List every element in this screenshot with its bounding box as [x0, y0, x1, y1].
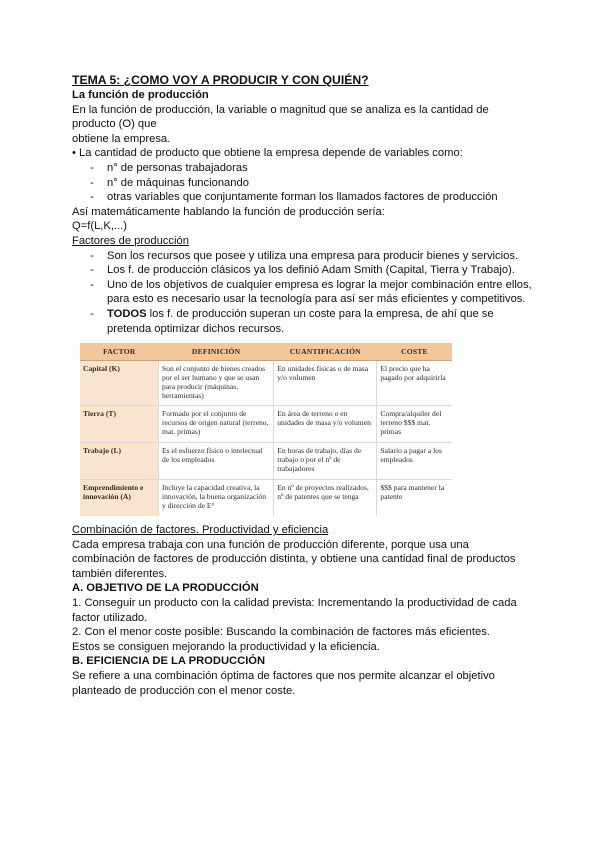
- table-cell: En nº de proyectos realizados, nº de patentes que se tenga: [274, 480, 377, 517]
- table-header-row: [80, 343, 452, 361]
- variables-list: [72, 161, 532, 205]
- factores-list: [72, 249, 532, 337]
- paragraph: En la función de producción, la variable o magnitud que se analiza es la cantidad de producto (O) que: [72, 103, 489, 131]
- section-title-objetivo: A. OBJETIVO DE LA PRODUCCIÓN: [72, 582, 259, 595]
- factores-table: [80, 343, 452, 516]
- table-cell: En área de terreno o en unidades de masa y/o volumen: [274, 406, 377, 443]
- paragraph: 1. Conseguir un producto con la calidad prevista: Incrementando la productividad de cada factor utilizado.: [72, 597, 517, 624]
- formula: Q=f(L,K,...): [72, 220, 128, 233]
- list-item: - Son los recursos que posee y utiliza una empresa para producir bienes y servicios.: [72, 249, 532, 264]
- table-cell: Salario a pagar a los empleados: [377, 443, 452, 480]
- table-cell: El precio que ha pagado por adquirirla: [377, 361, 452, 406]
- table-header: DEFINICIÓN: [159, 343, 274, 361]
- list-item: - Los f. de producción clásicos ya los definió Adam Smith (Capital, Tierra y Trabajo).: [72, 263, 532, 278]
- table-cell: Tierra (T): [80, 406, 159, 443]
- page-title: TEMA 5: ¿COMO VOY A PRODUCIR Y CON QUIÉN?: [72, 73, 369, 87]
- table-cell: Son el conjunto de bienes creados por el ser humano y que se usan para producir (máquinas, herramientas): [159, 361, 274, 406]
- table-row: [80, 480, 452, 517]
- paragraph: Estos se consiguen mejorando la productividad y la eficiencia.: [72, 640, 380, 653]
- paragraph: Así matemáticamente hablando la función de producción sería:: [72, 205, 385, 218]
- table-cell: Es el esfuerzo físico o intelectual de los empleados: [159, 443, 274, 480]
- document-page: [72, 73, 532, 698]
- table-cell: Formado por el conjunto de recursos de origen natural (terreno, mat. primas): [159, 406, 274, 443]
- list-item-text: los f. de producción superan un coste para la empresa, de ahí que se pretenda optimizar dichos recursos.: [107, 307, 494, 335]
- paragraph: Cada empresa trabaja con una función de producción diferente, porque usa una combinación de factores de producción distinta, y obtiene una cantidad final de productos también diferentes.: [72, 538, 516, 580]
- table-cell: Trabajo (L): [80, 443, 159, 480]
- list-item: - otras variables que conjuntamente forman los llamados factores de producción: [72, 190, 532, 205]
- paragraph: obtiene la empresa.: [72, 132, 171, 145]
- bold-text: TODOS: [107, 307, 147, 320]
- section-subtitle-factores: Factores de producción: [72, 234, 189, 247]
- paragraph: Se refiere a una combinación óptima de factores que nos permite alcanzar el objetivo planteado de producción con el menor coste.: [72, 670, 495, 697]
- paragraph: 2. Con el menor coste posible: Buscando la combinación de factores más eficientes.: [72, 626, 490, 639]
- table-header: CUANTIFICACIÓN: [274, 343, 377, 361]
- table-row: [80, 361, 452, 406]
- list-item: - Uno de los objetivos de cualquier empresa es lograr la mejor combinación entre ellos, para esto es necesario usar la tecnología para así ser más eficientes y competitivos.: [72, 278, 532, 307]
- table-header: FACTOR: [80, 343, 159, 361]
- table-cell: Compra/alquiler del terreno $$$ mat. primas: [377, 406, 452, 443]
- table-cell: Emprendimiento e innovación (A): [80, 480, 159, 517]
- list-item: - n° de personas trabajadoras: [72, 161, 532, 176]
- table-cell: En unidades físicas o de masa y/o volumen: [274, 361, 377, 406]
- section-subtitle-funcion: La función de producción: [72, 89, 209, 101]
- table-cell: $$$ para mantener la patente: [377, 480, 452, 517]
- bullet-text: • La cantidad de producto que obtiene la empresa depende de variables como:: [72, 147, 463, 160]
- list-item: - n° de máquinas funcionando: [72, 176, 532, 191]
- table-row: [80, 406, 452, 443]
- table-row: [80, 443, 452, 480]
- table-cell: Incluye la capacidad creativa, la innovación, la buena organización y dirección de E°: [159, 480, 274, 517]
- table-header: COSTE: [377, 343, 452, 361]
- table-cell: En horas de trabajo, días de trabajo o por el nº de trabajadores: [274, 443, 377, 480]
- list-item: [72, 307, 532, 336]
- section-subtitle-combinacion: Combinación de factores. Productividad y eficiencia: [72, 524, 329, 537]
- section-title-eficiencia: B. EFICIENCIA DE LA PRODUCCIÓN: [72, 655, 266, 668]
- table-cell: Capital (K): [80, 361, 159, 406]
